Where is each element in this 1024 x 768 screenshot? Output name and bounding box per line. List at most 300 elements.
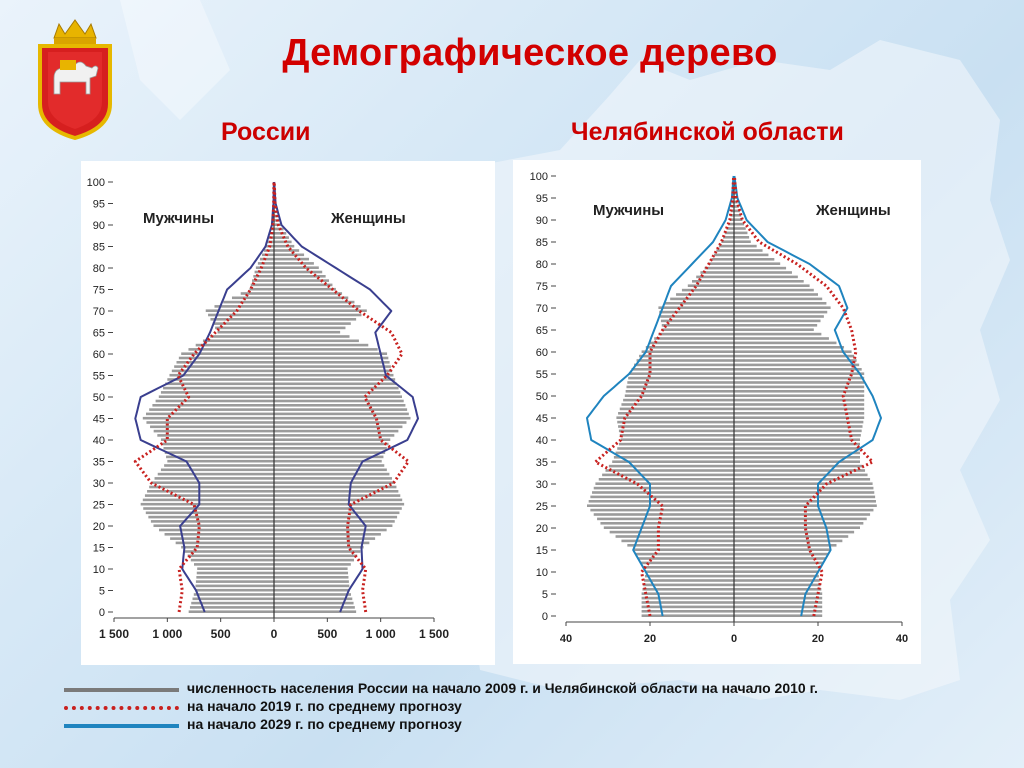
male-bar — [660, 315, 734, 318]
female-bar — [274, 404, 405, 407]
male-bar — [705, 267, 734, 270]
female-bar — [274, 395, 402, 398]
female-bar — [274, 451, 385, 454]
male-bar — [146, 512, 274, 515]
male-bar — [143, 507, 274, 510]
male-bar — [663, 328, 734, 331]
y-tick-label: 15 — [92, 542, 105, 555]
y-tick-label: 10 — [535, 567, 548, 579]
female-bar — [734, 280, 804, 283]
male-bar — [146, 421, 274, 424]
female-bar — [274, 486, 396, 489]
male-bar — [210, 335, 274, 338]
y-tick-label: 65 — [92, 327, 105, 340]
female-bar — [734, 557, 826, 560]
male-bar — [670, 298, 734, 301]
female-bar — [734, 328, 814, 331]
male-bar — [145, 494, 274, 497]
male-bar — [215, 327, 274, 330]
male-bar — [146, 413, 274, 416]
female-bar — [274, 340, 359, 343]
male-bar — [618, 412, 734, 415]
y-tick-label: 95 — [92, 198, 105, 211]
y-tick-label: 20 — [535, 523, 548, 535]
male-bar — [165, 451, 274, 454]
female-bar — [734, 245, 757, 248]
male-bar — [143, 499, 274, 502]
female-bar — [734, 346, 844, 349]
y-tick-label: 35 — [535, 457, 548, 469]
population-pyramid-russia — [81, 161, 495, 665]
male-bar — [161, 438, 274, 441]
legend-swatch-solid-blue — [64, 724, 179, 728]
female-bar — [734, 592, 822, 595]
male-bar — [639, 355, 734, 358]
female-bar — [274, 434, 394, 437]
male-bar — [181, 546, 274, 549]
legend-label: на начало 2019 г. по среднему прогнозу — [187, 698, 462, 714]
female-bar — [274, 400, 404, 403]
y-tick-label: 80 — [535, 259, 548, 271]
female-bar — [734, 258, 774, 261]
female-bar — [274, 374, 393, 377]
male-bar — [196, 344, 274, 347]
male-bar — [158, 473, 274, 476]
female-bar — [274, 241, 292, 244]
male-bar — [589, 500, 734, 503]
male-bar — [604, 526, 734, 529]
female-bar — [734, 421, 863, 424]
female-bar — [734, 254, 768, 257]
male-bar — [260, 258, 274, 261]
female-bar — [734, 579, 820, 582]
female-bar — [274, 271, 322, 274]
male-bar — [646, 346, 734, 349]
male-bar — [597, 518, 734, 521]
male-bar — [232, 297, 274, 300]
y-tick-label: 40 — [535, 435, 548, 447]
male-bar — [616, 416, 734, 419]
female-bar — [734, 575, 819, 578]
male-bar — [620, 408, 734, 411]
female-bar — [274, 469, 387, 472]
y-tick-label: 60 — [92, 349, 105, 361]
male-bar — [629, 372, 734, 375]
x-tick-label: 40 — [559, 633, 573, 645]
x-tick-label: 500 — [317, 627, 338, 641]
female-bar — [734, 456, 860, 459]
female-bar — [734, 518, 867, 521]
male-bar — [161, 391, 274, 394]
female-bar — [274, 602, 354, 605]
female-bar — [274, 546, 364, 549]
male-bar — [636, 553, 734, 556]
legend-swatch-dotted-red — [64, 706, 179, 710]
male-bar — [714, 254, 734, 257]
y-tick-label: 25 — [535, 501, 548, 513]
female-bar — [274, 318, 356, 321]
y-tick-label: 55 — [92, 370, 105, 383]
male-bar — [644, 579, 734, 582]
female-bar — [734, 320, 821, 323]
female-bar — [274, 589, 350, 592]
male-bar — [166, 456, 274, 459]
female-bar — [734, 333, 821, 336]
y-tick-label: 30 — [92, 478, 105, 490]
male-bar — [195, 585, 274, 588]
female-bar — [734, 535, 848, 538]
female-bar — [274, 438, 390, 441]
male-bar — [213, 322, 274, 325]
male-bar — [153, 524, 274, 527]
female-bar — [734, 496, 875, 499]
y-tick-label: 100 — [529, 171, 548, 183]
male-bar — [627, 381, 734, 384]
female-bar — [274, 352, 387, 355]
male-bar — [621, 540, 734, 543]
male-bar — [618, 425, 734, 428]
female-bar — [274, 542, 369, 545]
male-bar — [141, 503, 274, 506]
chart-panel-chelyabinsk — [513, 160, 921, 664]
female-bar — [274, 555, 357, 558]
female-label: Женщины — [816, 202, 891, 219]
male-label: Мужчины — [143, 210, 215, 227]
female-bar — [274, 391, 400, 394]
male-bar — [195, 589, 274, 592]
female-bar — [274, 266, 319, 269]
male-bar — [164, 464, 274, 467]
x-tick-label: 1 500 — [98, 627, 130, 641]
male-bar — [627, 544, 734, 547]
y-tick-label: 45 — [535, 413, 548, 425]
female-bar — [274, 314, 361, 317]
female-bar — [734, 298, 822, 301]
female-bar — [734, 262, 780, 265]
female-bar — [274, 357, 388, 360]
female-bar — [734, 236, 749, 239]
female-bar — [274, 413, 409, 416]
male-bar — [210, 318, 274, 321]
female-bar — [734, 359, 857, 362]
male-bar — [594, 513, 734, 516]
x-tick-label: 40 — [895, 633, 909, 645]
male-bar — [609, 465, 734, 468]
male-bar — [594, 487, 734, 490]
y-tick-label: 45 — [92, 413, 105, 426]
female-bar — [734, 311, 827, 314]
female-bar — [274, 301, 354, 304]
x-tick-label: 500 — [210, 627, 231, 641]
male-bar — [162, 443, 274, 446]
female-bar — [734, 509, 873, 512]
female-bar — [734, 368, 862, 371]
female-bar — [734, 601, 822, 604]
male-bar — [643, 566, 734, 569]
legend-label: численность населения России на начало 2009 г. и Челябинской области на начало 2010 г. — [187, 680, 818, 696]
x-tick-label: 0 — [730, 633, 738, 645]
female-bar — [274, 249, 299, 252]
female-bar — [734, 447, 860, 450]
female-bar — [734, 284, 810, 287]
female-bar — [274, 537, 375, 540]
male-bar — [149, 408, 274, 411]
female-bar — [274, 254, 304, 257]
female-bar — [734, 240, 751, 243]
female-bar — [734, 465, 863, 468]
male-bar — [664, 302, 734, 305]
female-bar — [274, 297, 348, 300]
female-bar — [274, 610, 356, 613]
female-bar — [274, 576, 348, 579]
y-tick-label: 5 — [98, 585, 105, 598]
y-tick-label: 50 — [535, 391, 548, 403]
female-bar — [734, 232, 747, 235]
population-pyramid-chelyabinsk — [513, 160, 921, 664]
male-bar — [614, 456, 734, 459]
male-bar — [189, 610, 274, 613]
subtitle-chelyabinsk: Челябинской области — [571, 118, 844, 146]
female-label: Женщины — [331, 210, 406, 227]
female-bar — [734, 566, 821, 569]
y-tick-label: 35 — [92, 456, 105, 469]
female-bar — [274, 481, 395, 484]
male-bar — [170, 537, 274, 540]
male-bar — [217, 331, 274, 334]
female-bar — [274, 443, 389, 446]
female-bar — [274, 292, 342, 295]
male-bar — [203, 340, 274, 343]
female-bar — [734, 355, 854, 358]
y-tick-label: 90 — [535, 215, 548, 227]
male-bar — [150, 426, 274, 429]
x-tick-label: 20 — [811, 633, 825, 645]
male-bar — [256, 266, 274, 269]
female-bar — [274, 447, 387, 450]
female-bar — [274, 378, 395, 381]
female-bar — [734, 223, 744, 226]
female-bar — [274, 563, 351, 566]
female-bar — [734, 337, 829, 340]
male-bar — [633, 548, 734, 551]
female-bar — [274, 494, 400, 497]
female-bar — [734, 531, 854, 534]
female-bar — [734, 306, 831, 309]
female-bar — [734, 487, 873, 490]
subtitle-russia: России — [221, 118, 311, 146]
male-bar — [662, 324, 734, 327]
y-tick-label: 40 — [92, 435, 105, 447]
male-bar — [642, 610, 734, 613]
y-tick-label: 100 — [86, 177, 105, 189]
female-bar — [734, 324, 817, 327]
male-bar — [159, 395, 274, 398]
female-bar — [734, 315, 824, 318]
y-tick-label: 15 — [535, 545, 548, 557]
y-tick-label: 85 — [92, 241, 105, 254]
female-bar — [274, 567, 348, 570]
male-bar — [638, 557, 734, 560]
female-bar — [274, 327, 345, 330]
y-tick-label: 85 — [535, 237, 548, 249]
y-tick-label: 65 — [535, 325, 548, 337]
female-bar — [274, 477, 392, 480]
female-bar — [274, 335, 350, 338]
male-bar — [617, 421, 734, 424]
male-bar — [167, 378, 274, 381]
male-bar — [658, 306, 734, 309]
male-bar — [194, 593, 274, 596]
x-tick-label: 20 — [643, 633, 657, 645]
male-bar — [642, 597, 734, 600]
male-bar — [621, 438, 734, 441]
male-bar — [157, 434, 274, 437]
male-bar — [184, 550, 274, 553]
female-bar — [274, 598, 352, 601]
female-bar — [274, 309, 367, 312]
male-bar — [658, 333, 734, 336]
y-tick-label: 30 — [535, 479, 548, 491]
female-bar — [274, 520, 395, 523]
male-bar — [659, 311, 734, 314]
male-bar — [197, 572, 274, 575]
y-tick-label: 70 — [92, 306, 105, 318]
male-bar — [181, 352, 274, 355]
female-bar — [734, 570, 818, 573]
male-bar — [179, 357, 274, 360]
male-bar — [188, 555, 274, 558]
female-bar — [274, 417, 411, 420]
male-bar — [196, 580, 274, 583]
female-bar — [734, 350, 852, 353]
female-bar — [734, 443, 860, 446]
female-bar — [274, 426, 402, 429]
male-bar — [194, 563, 274, 566]
female-bar — [274, 288, 336, 291]
male-bar — [616, 452, 734, 455]
male-bar — [143, 417, 274, 420]
female-bar — [734, 381, 864, 384]
male-bar — [642, 601, 734, 604]
female-bar — [274, 348, 378, 351]
male-bar — [709, 262, 734, 265]
female-bar — [734, 434, 861, 437]
male-bar — [610, 531, 734, 534]
male-bar — [641, 562, 734, 565]
male-bar — [152, 404, 274, 407]
female-bar — [734, 544, 836, 547]
female-bar — [274, 284, 332, 287]
female-bar — [734, 482, 873, 485]
y-tick-label: 90 — [92, 220, 105, 232]
legend-label: на начало 2029 г. по среднему прогнозу — [187, 716, 462, 732]
y-tick-label: 20 — [92, 521, 105, 533]
y-tick-label: 50 — [92, 392, 105, 404]
male-bar — [255, 271, 274, 274]
male-bar — [223, 301, 274, 304]
male-bar — [620, 434, 734, 437]
female-bar — [734, 276, 798, 279]
female-bar — [274, 245, 294, 248]
male-bar — [682, 289, 734, 292]
female-bar — [274, 507, 402, 510]
x-tick-label: 1 000 — [365, 627, 396, 641]
x-tick-label: 1 500 — [418, 627, 450, 641]
female-bar — [274, 559, 354, 562]
y-tick-label: 55 — [535, 369, 548, 381]
female-bar — [734, 377, 864, 380]
female-bar — [274, 387, 399, 390]
male-bar — [156, 400, 274, 403]
male-bar — [590, 496, 734, 499]
female-bar — [274, 408, 407, 411]
male-bar — [165, 383, 274, 386]
y-tick-label: 25 — [92, 499, 105, 512]
slide-title: Демографическое дерево — [282, 32, 778, 74]
male-bar — [632, 368, 734, 371]
male-bar — [676, 293, 734, 296]
female-bar — [734, 606, 822, 609]
male-bar — [191, 602, 274, 605]
male-bar — [197, 567, 274, 570]
male-bar — [654, 337, 734, 340]
female-bar — [274, 593, 351, 596]
male-bar — [206, 309, 274, 312]
female-bar — [734, 548, 831, 551]
male-bar — [147, 490, 274, 493]
female-bar — [274, 585, 349, 588]
male-bar — [623, 399, 734, 402]
male-bar — [642, 592, 734, 595]
female-bar — [274, 232, 286, 235]
female-bar — [734, 302, 826, 305]
female-bar — [274, 421, 406, 424]
y-tick-label: 75 — [92, 284, 105, 297]
female-bar — [734, 372, 864, 375]
female-bar — [274, 516, 397, 519]
female-bar — [274, 529, 387, 532]
female-bar — [274, 370, 392, 373]
male-bar — [176, 542, 274, 545]
male-bar — [151, 520, 274, 523]
female-bar — [274, 473, 389, 476]
female-bar — [734, 271, 792, 274]
x-tick-label: 0 — [270, 627, 278, 641]
female-bar — [734, 386, 864, 389]
female-bar — [734, 597, 822, 600]
male-bar — [616, 535, 734, 538]
female-bar — [734, 478, 870, 481]
female-bar — [734, 540, 842, 543]
female-bar — [274, 512, 399, 515]
male-bar — [151, 481, 274, 484]
male-bar — [692, 280, 734, 283]
female-bar — [734, 412, 864, 415]
male-bar — [711, 258, 734, 261]
female-bar — [274, 361, 390, 364]
male-bar — [149, 486, 274, 489]
male-bar — [595, 482, 734, 485]
y-tick-label: 60 — [535, 347, 548, 359]
male-bar — [214, 305, 274, 308]
legend-swatch-solid-gray — [64, 688, 179, 692]
female-bar — [734, 293, 818, 296]
male-bar — [196, 576, 274, 579]
y-tick-label: 75 — [535, 281, 548, 293]
y-tick-label: 5 — [541, 589, 548, 601]
male-bar — [646, 570, 734, 573]
male-bar — [161, 469, 274, 472]
